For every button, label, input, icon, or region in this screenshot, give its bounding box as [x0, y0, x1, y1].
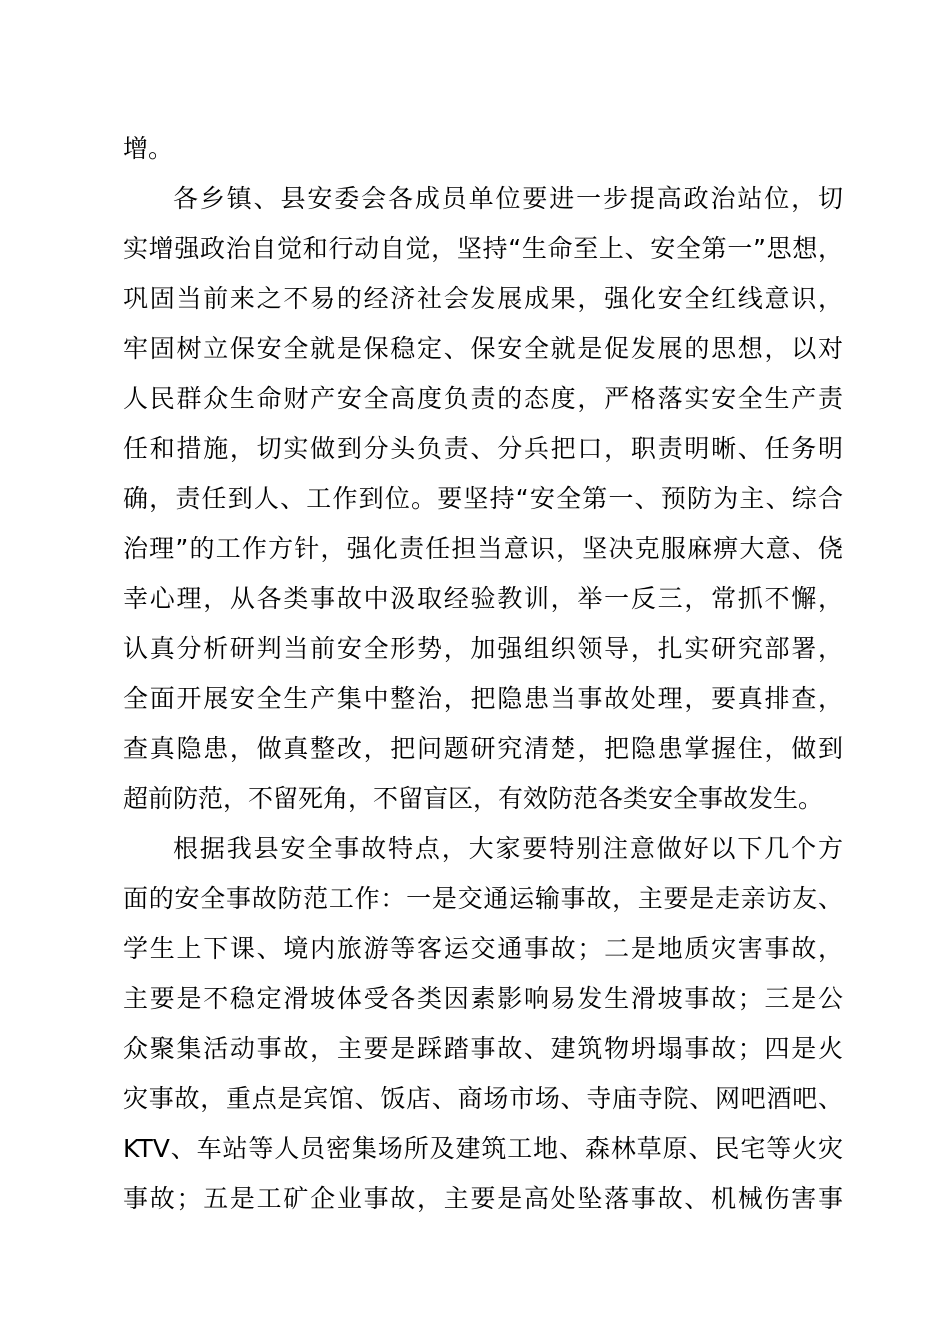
text-line: 治理”的工作方针，强化责任担当意识，坚决克服麻痹大意、侥	[123, 534, 843, 563]
text-line: 学生上下课、境内旅游等客运交通事故；二是地质灾害事故，	[123, 934, 843, 963]
paragraph-first-line: 各乡镇、县安委会各成员单位要进一步提高政治站位，切	[173, 184, 843, 213]
text-line: 牢固树立保安全就是保稳定、保安全就是促发展的思想，以对	[123, 334, 843, 363]
text-line: 增。	[123, 134, 174, 163]
text-line: KTV、车站等人员密集场所及建筑工地、森林草原、民宅等火灾	[123, 1134, 843, 1163]
text-line: 确，责任到人、工作到位。要坚持“安全第一、预防为主、综合	[123, 484, 843, 513]
text-line: 人民群众生命财产安全高度负责的态度，严格落实安全生产责	[123, 384, 843, 413]
text-line: 超前防范，不留死角，不留盲区，有效防范各类安全事故发生。	[123, 784, 824, 813]
text-line: 巩固当前来之不易的经济社会发展成果，强化安全红线意识，	[123, 284, 843, 313]
text-line: 实增强政治自觉和行动自觉，坚持“生命至上、安全第一”思想，	[123, 234, 843, 263]
text-line: 任和措施，切实做到分头负责、分兵把口，职责明晰、任务明	[123, 434, 843, 463]
text-line: 面的安全事故防范工作：一是交通运输事故，主要是走亲访友、	[123, 884, 843, 913]
text-line: 事故；五是工矿企业事故，主要是高处坠落事故、机械伤害事	[123, 1184, 843, 1213]
text-line: 全面开展安全生产集中整治，把隐患当事故处理，要真排查，	[123, 684, 843, 713]
text-line: 幸心理，从各类事故中汲取经验教训，举一反三，常抓不懈，	[123, 584, 843, 613]
text-line: 众聚集活动事故，主要是踩踏事故、建筑物坍塌事故；四是火	[123, 1034, 843, 1063]
text-line: 查真隐患，做真整改，把问题研究清楚，把隐患掌握住，做到	[123, 734, 843, 763]
paragraph-first-line: 根据我县安全事故特点，大家要特别注意做好以下几个方	[173, 834, 843, 863]
text-line: 主要是不稳定滑坡体受各类因素影响易发生滑坡事故；三是公	[123, 984, 843, 1013]
text-line: 灾事故，重点是宾馆、饭店、商场市场、寺庙寺院、网吧酒吧、	[123, 1084, 843, 1113]
text-line: 认真分析研判当前安全形势，加强组织领导，扎实研究部署，	[123, 634, 843, 663]
